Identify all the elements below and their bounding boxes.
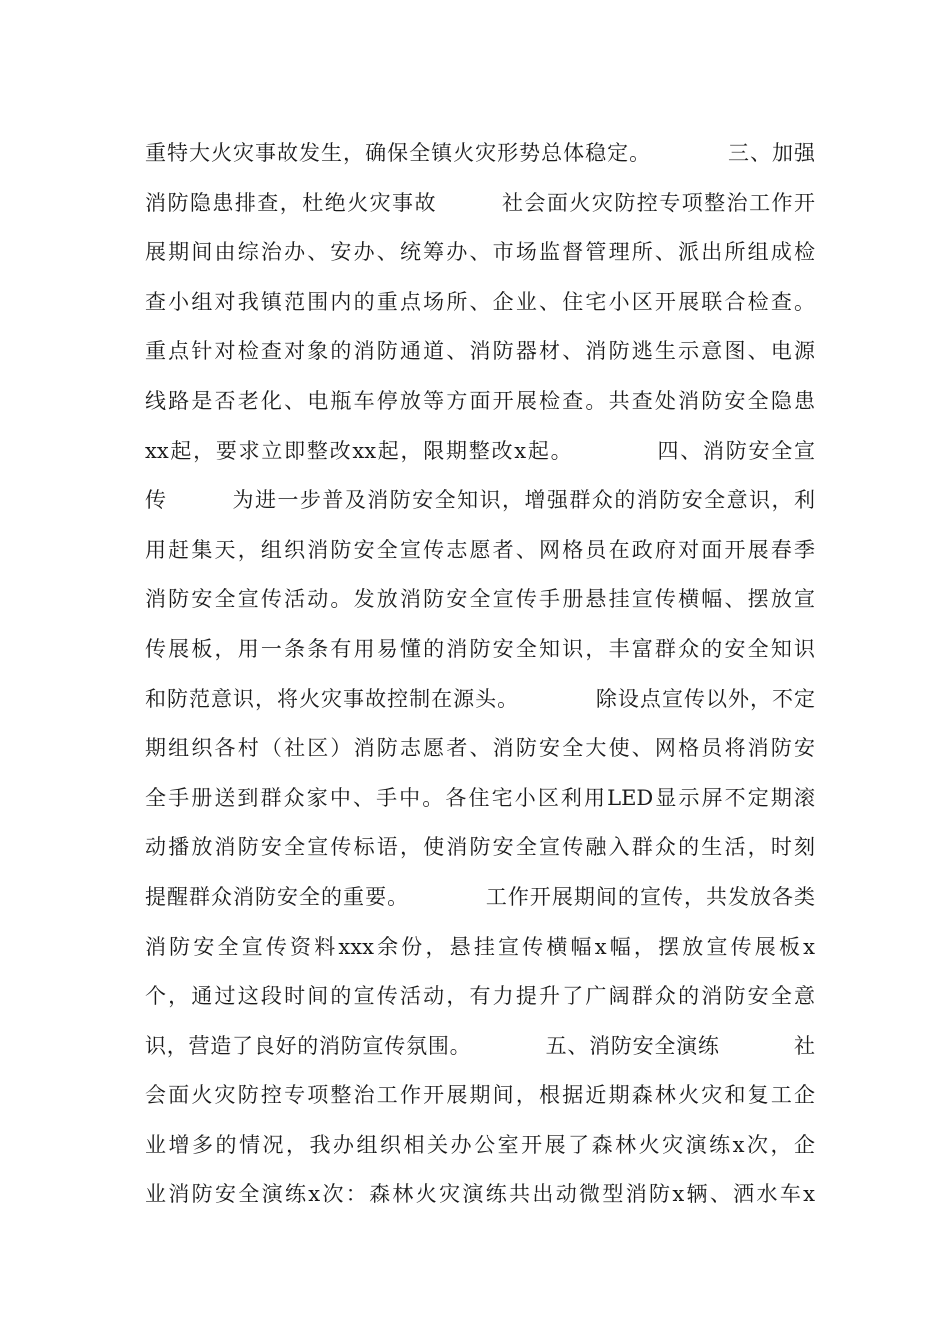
text-line: 识，营造了良好的消防宣传氛围。 五、消防安全演练 社 <box>145 1033 815 1058</box>
text-line: 业消防安全演练x次：森林火灾演练共出动微型消防x辆、洒水车x <box>145 1182 815 1207</box>
text-line: 传展板，用一条条有用易懂的消防安全知识，丰富群众的安全知识 <box>145 636 815 661</box>
text-line: 期组织各村（社区）消防志愿者、消防安全大使、网格员将消防安 <box>145 736 815 761</box>
text-line: 线路是否老化、电瓶车停放等方面开展检查。共查处消防安全隐患 <box>145 388 815 413</box>
text-line: 重点针对检查对象的消防通道、消防器材、消防逃生示意图、电源 <box>145 339 815 364</box>
text-line: 查小组对我镇范围内的重点场所、企业、住宅小区开展联合检查。 <box>145 289 815 314</box>
text-line: xx起，要求立即整改xx起，限期整改x起。 四、消防安全宣 <box>145 438 815 463</box>
text-line: 个，通过这段时间的宣传活动，有力提升了广阔群众的消防安全意 <box>145 984 815 1009</box>
text-line: 传 为进一步普及消防安全知识，增强群众的消防安全意识，利 <box>145 488 815 513</box>
text-line: 业增多的情况，我办组织相关办公室开展了森林火灾演练x次，企 <box>145 1132 815 1157</box>
text-line: 全手册送到群众家中、手中。各住宅小区利用LED显示屏不定期滚 <box>145 785 815 810</box>
text-line: 展期间由综治办、安办、统筹办、市场监督管理所、派出所组成检 <box>145 240 815 265</box>
text-line: 消防安全宣传活动。发放消防安全宣传手册悬挂宣传横幅、摆放宣 <box>145 587 815 612</box>
text-line: 重特大火灾事故发生，确保全镇火灾形势总体稳定。 三、加强 <box>145 141 815 165</box>
text-line: 提醒群众消防安全的重要。 工作开展期间的宣传，共发放各类 <box>145 884 815 909</box>
text-line: 用赶集天，组织消防安全宣传志愿者、网格员在政府对面开展春季 <box>145 537 815 562</box>
text-line: 和防范意识，将火灾事故控制在源头。 除设点宣传以外，不定 <box>145 686 815 711</box>
body-text <box>145 129 815 1220</box>
text-line: 消防安全宣传资料xxx余份，悬挂宣传横幅x幅，摆放宣传展板x <box>145 934 815 959</box>
text-line: 会面火灾防控专项整治工作开展期间，根据近期森林火灾和复工企 <box>145 1083 815 1108</box>
text-line: 消防隐患排查，杜绝火灾事故 社会面火灾防控专项整治工作开 <box>145 190 815 215</box>
text-line: 动播放消防安全宣传标语，使消防安全宣传融入群众的生活，时刻 <box>145 835 815 860</box>
